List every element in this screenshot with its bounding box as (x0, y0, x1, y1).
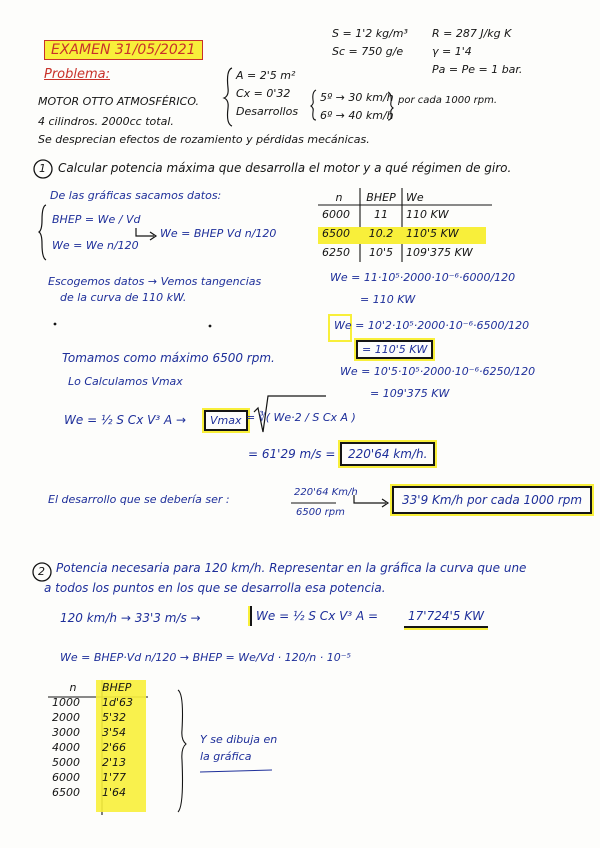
q2-bhep-eq: We = BHEP·Vd n/120 → BHEP = We/Vd · 120/n · 10⁻⁵ (60, 651, 351, 664)
q2-we-result: 17'724'5 KW (404, 606, 488, 628)
constant-sc: Sc = 750 g/e (332, 45, 404, 58)
calc-6000-result: = 110 KW (360, 293, 416, 306)
dev-denominator: 6500 rpm (296, 507, 345, 518)
table-cell: 3'54 (102, 726, 127, 739)
table-cell: 4000 (52, 741, 80, 754)
table-cell: 109'375 KW (406, 246, 473, 259)
table-cell: 2000 (52, 711, 80, 724)
development-text: El desarrollo que se debería ser : (48, 493, 230, 506)
q1-from-graphs: De las gráficas sacamos datos: (50, 189, 222, 202)
table-cell: 6500 (52, 786, 80, 799)
table-row (48, 725, 148, 740)
table-row (48, 695, 148, 710)
table-cell: 1'77 (102, 771, 127, 784)
draw-note: Y se dibuja en la gráfica (200, 733, 278, 763)
table1 (318, 190, 490, 262)
param-dev: Desarrollos (236, 105, 299, 118)
q1-number: 1 (39, 162, 46, 175)
table-cell: 6000 (52, 771, 80, 784)
table-row (318, 224, 490, 243)
constant-r: R = 287 J/kg K (432, 27, 512, 40)
dev-numerator: 220'64 Km/h (294, 487, 358, 498)
table2 (48, 680, 148, 800)
cylinders: 4 cilindros. 2000cc total. (38, 115, 174, 128)
table-cell: 2'66 (102, 741, 127, 754)
table-row (318, 205, 490, 224)
table-header: We (406, 191, 424, 204)
table-row (48, 680, 148, 695)
note-losses: Se desprecian efectos de rozamiento y pérdidas mecánicas. (38, 133, 370, 146)
gear-6: 6º → 40 km/h (320, 109, 394, 122)
table-row (48, 740, 148, 755)
table-cell: 3000 (52, 726, 80, 739)
q2-question-2: a todos los puntos en los que se desarrolla esa potencia. (44, 581, 386, 595)
q2-we-eq: We = ½ S Cx V³ A = (250, 606, 382, 626)
take-max: Tomamos como máximo 6500 rpm. (62, 351, 275, 365)
we-equation: We = ½ S Cx V³ A → (64, 413, 187, 427)
calc-6250: We = 10'5·10⁵·2000·10⁻⁶·6250/120 (340, 365, 536, 378)
vmax-label: Vmax (204, 410, 248, 431)
q1-question: Calcular potencia máxima que desarrolla el motor y a qué régimen de giro. (58, 161, 512, 175)
formula-bhep: BHEP = We / Vd (52, 213, 141, 226)
calc-6000: We = 11·10⁵·2000·10⁻⁶·6000/120 (330, 271, 516, 284)
choose-data: Escogemos datos → Vemos tangencias (48, 275, 262, 288)
table-header: BHEP (366, 191, 396, 204)
vmax-result: = 61'29 m/s = (248, 447, 336, 461)
vmax-kmh: 220'64 km/h. (340, 442, 435, 466)
param-cx: Cx = 0'32 (236, 87, 291, 100)
table-header: n (69, 681, 77, 694)
table-cell: 2'13 (102, 756, 127, 769)
table-cell: 6250 (322, 246, 350, 259)
table-header: BHEP (102, 681, 132, 694)
table-cell: 110'5 KW (406, 227, 459, 240)
table-cell: 5'32 (102, 711, 127, 724)
exam-title: EXAMEN 31/05/2021 (44, 40, 203, 60)
table-row (318, 190, 490, 205)
calc-6500: We = 10'2·10⁵·2000·10⁻⁶·6500/120 (334, 319, 530, 332)
formula-result: We = BHEP Vd n/120 (160, 227, 277, 240)
constant-pressure: Pa = Pe = 1 bar. (432, 63, 523, 76)
problem-heading: Problema: (44, 67, 111, 82)
param-area: A = 2'5 m² (236, 69, 296, 82)
table-row (48, 770, 148, 785)
table-cell: 1d'63 (102, 696, 134, 709)
table-cell: 5000 (52, 756, 80, 769)
table-header: n (335, 191, 343, 204)
table-cell: 1'64 (102, 786, 127, 799)
table-cell: 10'5 (368, 246, 394, 259)
table-cell: 6500 (322, 227, 350, 240)
constant-gamma: γ = 1'4 (432, 45, 472, 58)
q2-number: 2 (38, 565, 45, 578)
dev-result: 33'9 Km/h por cada 1000 rpm (392, 486, 592, 514)
table-row (318, 243, 490, 262)
vmax-equation: = ∛( We·2 / S Cx A ) (246, 411, 356, 424)
table-row (48, 710, 148, 725)
motor-type: MOTOR OTTO ATMOSFÉRICO. (38, 95, 200, 108)
table-cell: 10.2 (368, 227, 394, 240)
table-row (48, 755, 148, 770)
table-cell: 11 (374, 208, 388, 221)
table-row (48, 785, 148, 800)
gear-5: 5º → 30 km/h (320, 91, 394, 104)
compute-vmax: Lo Calculamos Vmax (68, 375, 183, 388)
calc-6250-result: = 109'375 KW (370, 387, 450, 400)
table-cell: 1000 (52, 696, 80, 709)
q2-speed: 120 km/h → 33'3 m/s → (60, 611, 201, 625)
formula-we: We = We n/120 (52, 239, 139, 252)
table-cell: 6000 (322, 208, 350, 221)
calc-6500-result: = 110'5 KW (356, 340, 433, 359)
per-rpm: por cada 1000 rpm. (398, 95, 498, 106)
constant-density: S = 1'2 kg/m³ (332, 27, 408, 40)
q2-question: Potencia necesaria para 120 km/h. Representar en la gráfica la curva que une (56, 561, 527, 575)
choose-data-2: de la curva de 110 kW. (60, 291, 187, 304)
table-cell: 110 KW (406, 208, 449, 221)
